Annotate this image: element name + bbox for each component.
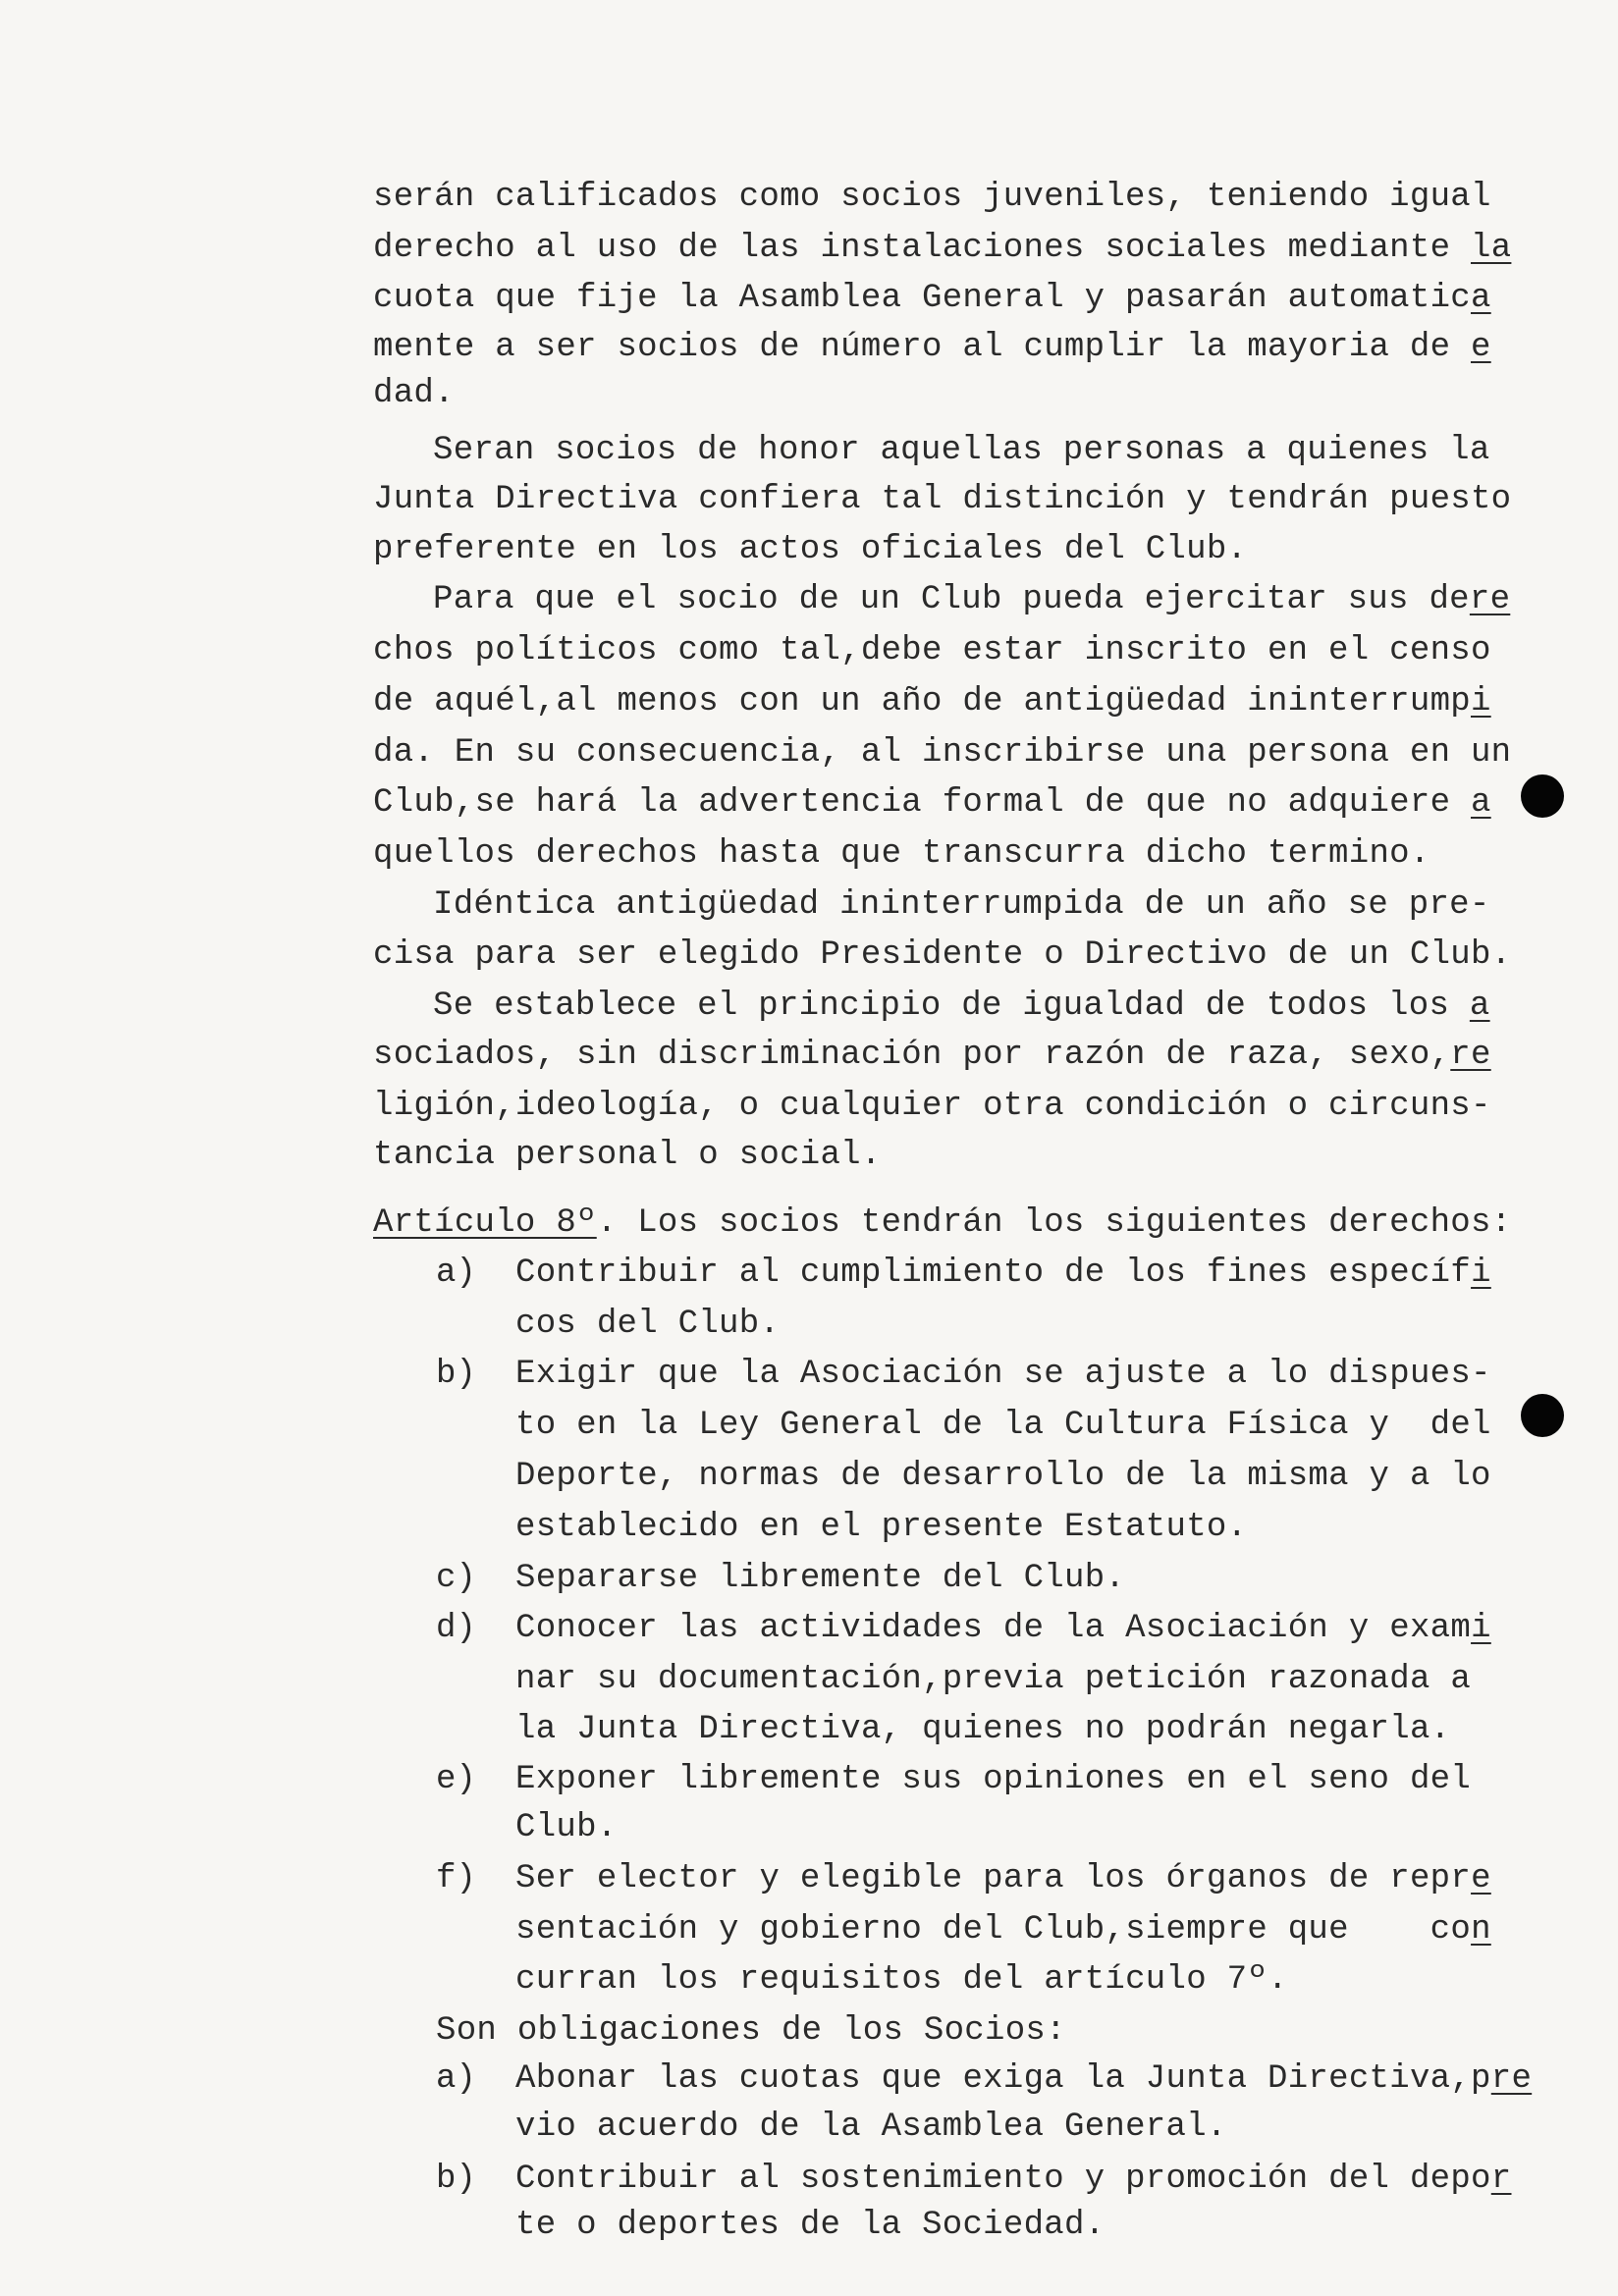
line-text: curran los requisitos del artículo 7º. (515, 1961, 1288, 1999)
line-text: Ser elector y elegible para los órganos de repr (515, 1860, 1472, 1897)
hyphenation-underlined: a (1470, 280, 1491, 317)
text-line (373, 680, 1491, 723)
list-item-label: a) (436, 1255, 476, 1292)
article-heading: Artículo 8º (373, 1204, 597, 1242)
hyphenation-underlined: e (1471, 1860, 1491, 1897)
line-text: Club,se hará la advertencia formal de que no adquiere (373, 784, 1471, 822)
line-text: Deporte, normas de desarrollo de la misma y a lo (515, 1458, 1491, 1495)
line-text: Junta Directiva confiera tal distinción y tendrán puesto (373, 481, 1512, 518)
line-text: Conocer las actividades de la Asociación y exam (515, 1610, 1472, 1647)
hyphenation-underlined: r (1490, 2161, 1512, 2198)
text-line (515, 2204, 1105, 2247)
line-text: da. En su consecuencia, al inscribirse una persona en un (373, 734, 1512, 772)
text-line (515, 1806, 618, 1849)
hyphenation-underlined: re (1469, 581, 1511, 618)
text-line (373, 731, 1511, 774)
text-line (436, 2009, 1066, 2053)
text-line (515, 1708, 1450, 1751)
text-line (515, 1557, 1125, 1600)
line-text: sentación y gobierno del Club,siempre que co (515, 1911, 1472, 1949)
text-line (515, 1506, 1247, 1549)
text-line (515, 1353, 1491, 1396)
text-line (373, 629, 1491, 672)
text-line (373, 1134, 882, 1177)
text-line (373, 528, 1247, 571)
text-line (515, 1252, 1491, 1295)
line-text: Abonar las cuotas que exiga la Junta Directiva,p (515, 2060, 1491, 2098)
hyphenation-underlined: a (1469, 988, 1490, 1025)
line-text: . Los socios tendrán los siguientes derechos: (596, 1204, 1512, 1242)
text-line (515, 1908, 1491, 1951)
text-line (515, 1857, 1491, 1900)
line-text: dad. (373, 375, 455, 412)
line-text: te o deportes de la Sociedad. (515, 2207, 1106, 2244)
line-text: Seran socios de honor aquellas personas a quienes la (433, 432, 1490, 469)
list-item-label: f) (436, 1860, 476, 1897)
line-text: vio acuerdo de la Asamblea General. (515, 2109, 1227, 2146)
line-text: la Junta Directiva, quienes no podrán negarla. (515, 1711, 1451, 1748)
list-item-label: b) (436, 1356, 476, 1393)
text-line (373, 1085, 1491, 1128)
list-item-label: c) (436, 1560, 476, 1597)
text-line (433, 985, 1490, 1028)
text-line (373, 478, 1511, 521)
line-text: quellos derechos hasta que transcurra dicho termino. (373, 835, 1430, 873)
list-item-label: e) (436, 1761, 476, 1798)
line-text: sociados, sin discriminación por razón de raza, sexo, (373, 1037, 1451, 1074)
line-text: Separarse libremente del Club. (515, 1560, 1126, 1597)
hyphenation-underlined: i (1470, 683, 1491, 721)
list-item-label: b) (436, 2161, 476, 2198)
text-line (433, 883, 1490, 927)
text-line (373, 832, 1430, 876)
text-line (515, 1658, 1471, 1701)
text-line (373, 781, 1491, 825)
line-text: cisa para ser elegido Presidente o Directivo de un Club. (373, 936, 1512, 974)
line-text: chos políticos como tal,debe estar inscrito en el censo (373, 632, 1491, 669)
hyphenation-underlined: e (1470, 329, 1491, 366)
line-text: tancia personal o social. (373, 1137, 882, 1174)
text-line (515, 1758, 1471, 1801)
hyphenation-underlined: re (1450, 1037, 1491, 1074)
hyphenation-underlined: re (1490, 2060, 1533, 2098)
hyphenation-underlined: la (1470, 230, 1512, 267)
line-text: Exponer libremente sus opiniones en el seno del (515, 1761, 1472, 1798)
line-text: Se establece el principio de igualdad de todos los (433, 988, 1470, 1025)
text-line (373, 1201, 1511, 1245)
hyphenation-underlined: i (1471, 1255, 1491, 1292)
hyphenation-underlined: i (1471, 1610, 1491, 1647)
hyphenation-underlined: n (1471, 1911, 1491, 1949)
hyphenation-underlined: a (1470, 784, 1491, 822)
line-text: de aquél,al menos con un año de antigüedad ininterrump (373, 683, 1471, 721)
text-line (373, 1034, 1491, 1077)
text-line (515, 2158, 1511, 2201)
text-line (433, 429, 1490, 472)
punch-hole-bottom (1521, 1394, 1564, 1437)
line-text: mente a ser socios de número al cumplir la mayoria de (373, 329, 1471, 366)
line-text: to en la Ley General de la Cultura Física y del (515, 1407, 1491, 1444)
text-line (373, 277, 1491, 320)
punch-hole-top (1521, 774, 1564, 818)
text-line (373, 227, 1511, 270)
text-line (373, 326, 1491, 369)
line-text: nar su documentación,previa petición razonada a (515, 1661, 1472, 1698)
text-line (373, 176, 1491, 219)
text-line (515, 1958, 1288, 2002)
text-line (515, 1455, 1491, 1498)
list-item-label: d) (436, 1610, 476, 1647)
line-text: Son obligaciones de los Socios: (436, 2012, 1066, 2050)
line-text: Contribuir al cumplimiento de los fines específ (515, 1255, 1472, 1292)
text-line (515, 2057, 1532, 2101)
line-text: Para que el socio de un Club pueda ejercitar sus de (433, 581, 1470, 618)
line-text: Exigir que la Asociación se ajuste a lo dispues- (515, 1356, 1491, 1393)
line-text: derecho al uso de las instalaciones sociales mediante (373, 230, 1471, 267)
text-line (515, 2106, 1227, 2149)
text-line (373, 372, 455, 415)
line-text: ligión,ideología, o cualquier otra condición o circuns- (373, 1088, 1491, 1125)
line-text: Club. (515, 1809, 618, 1846)
line-text: establecido en el presente Estatuto. (515, 1509, 1248, 1546)
list-item-label: a) (436, 2060, 476, 2098)
line-text: Contribuir al sostenimiento y promoción del depo (515, 2161, 1491, 2198)
text-line (515, 1404, 1491, 1447)
line-text: cos del Club. (515, 1306, 781, 1343)
line-text: cuota que fije la Asamblea General y pasarán automatic (373, 280, 1471, 317)
text-line (515, 1303, 780, 1346)
line-text: Idéntica antigüedad ininterrumpida de un año se pre- (433, 886, 1490, 924)
line-text: serán calificados como socios juveniles, teniendo igual (373, 179, 1491, 216)
line-text: preferente en los actos oficiales del Club. (373, 531, 1248, 568)
text-line (433, 578, 1510, 621)
text-line (373, 934, 1511, 977)
text-line (515, 1607, 1491, 1650)
